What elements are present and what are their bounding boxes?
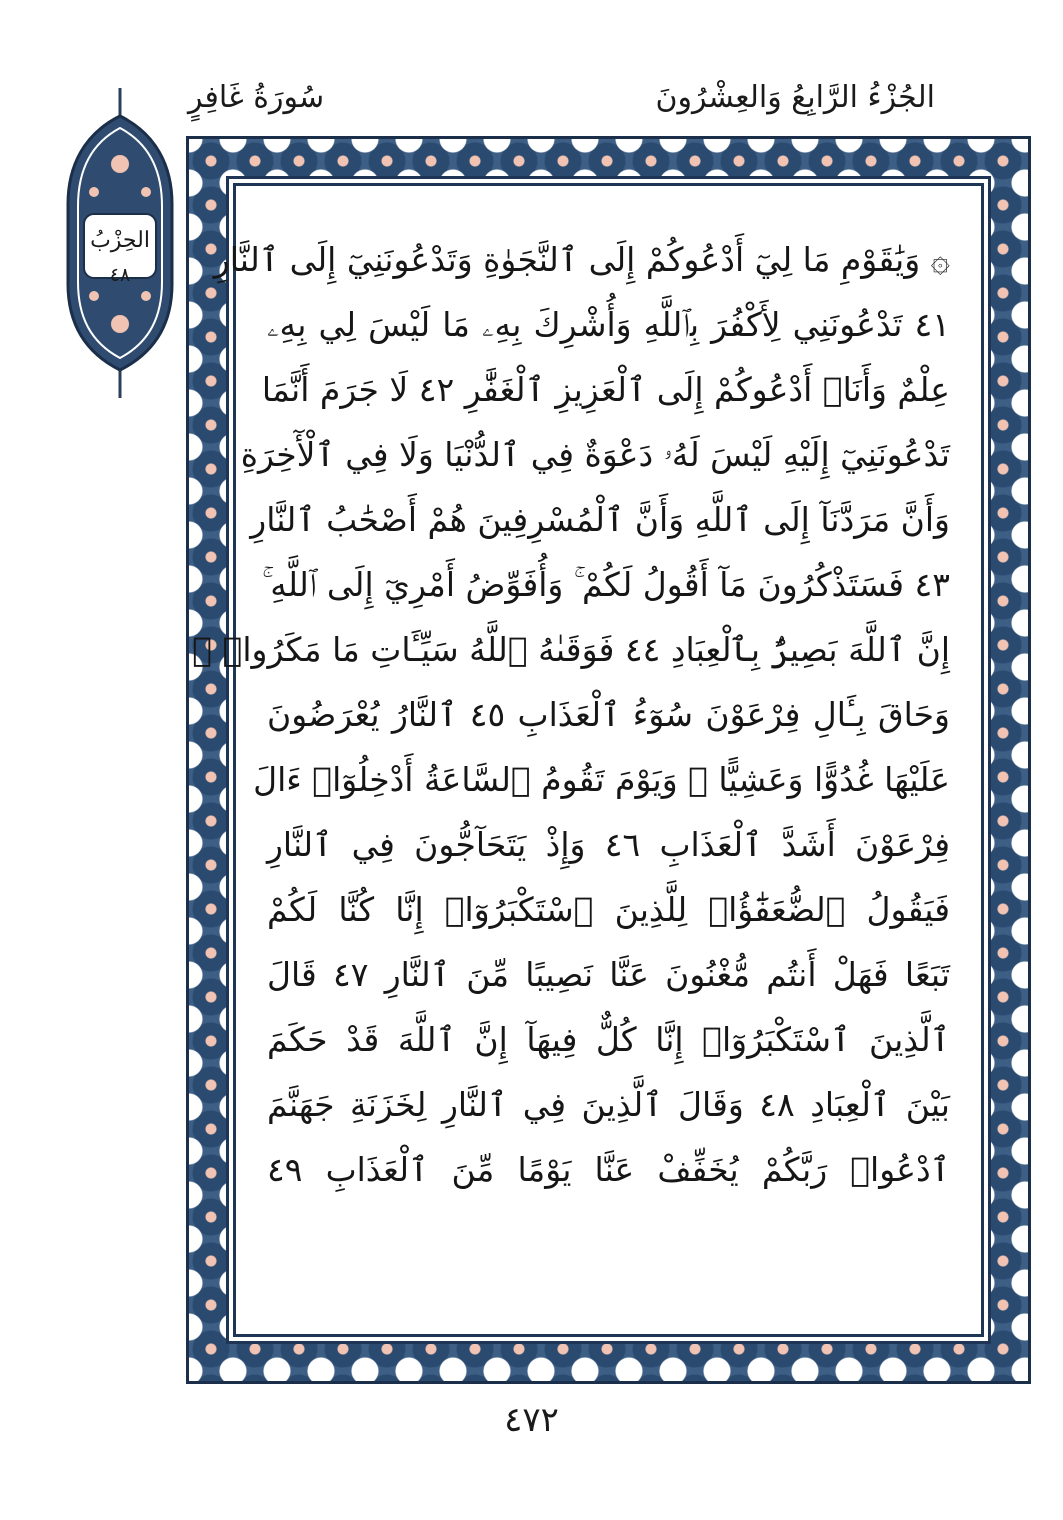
text-line: إِنَّ ٱللَّهَ بَصِيرٌۢ بِٱلْعِبَادِ ٤٤ فَوَقَىٰهُ ٱللَّهُ سَيِّـَٔاتِ مَا مَكَرُوا۟ ۖ (192, 630, 950, 669)
juz-title: الجُزْءُ الرَّابِعُ وَالعِشْرُونَ (655, 80, 935, 115)
text-line: ٤٣ فَسَتَذْكُرُونَ مَآ أَقُولُ لَكُمْ ۚ وَأُفَوِّضُ أَمْرِيٓ إِلَى ٱللَّهِ ۚ (261, 565, 950, 604)
text-line: فَيَقُولُ ٱلضُّعَفَٰٓؤُا۟ لِلَّذِينَ ٱسْتَكْبَرُوٓا۟ إِنَّا كُنَّا لَكُمْ (267, 890, 950, 929)
text-line: عِلْمٌ وَأَنَا۠ أَدْعُوكُمْ إِلَى ٱلْعَزِيزِ ٱلْغَفَّٰرِ ٤٢ لَا جَرَمَ أَنَّمَا (261, 370, 950, 409)
hizb-label: الحِزْبُ (90, 228, 150, 253)
text-line: ٤١ تَدْعُونَنِي لِأَكْفُرَ بِٱللَّهِ وَأُشْرِكَ بِهِۦ مَا لَيْسَ لِي بِهِۦ (267, 305, 950, 344)
text-line: بَيْنَ ٱلْعِبَادِ ٤٨ وَقَالَ ٱلَّذِينَ فِي ٱلنَّارِ لِخَزَنَةِ جَهَنَّمَ (267, 1085, 950, 1124)
text-line: تَبَعًا فَهَلْ أَنتُم مُّغْنُونَ عَنَّا نَصِيبًا مِّنَ ٱلنَّارِ ٤٧ قَالَ (267, 955, 951, 994)
page-number: ٤٧٢ (504, 1400, 559, 1440)
text-line: ۞ وَيَٰقَوْمِ مَا لِيٓ أَدْعُوكُمْ إِلَى ٱلنَّجَوٰةِ وَتَدْعُونَنِيٓ إِلَى ٱلنَّارِ (213, 240, 950, 279)
surah-title: سُورَةُ غَافِرٍ (188, 80, 325, 115)
text-line: فِرْعَوْنَ أَشَدَّ ٱلْعَذَابِ ٤٦ وَإِذْ يَتَحَآجُّونَ فِي ٱلنَّارِ (267, 825, 950, 864)
hizb-number: ٤٨ (109, 264, 131, 286)
text-line: وَحَاقَ بِـَٔالِ فِرْعَوْنَ سُوٓءُ ٱلْعَذَابِ ٤٥ ٱلنَّارُ يُعْرَضُونَ (267, 695, 950, 734)
text-line: عَلَيْهَا غُدُوًّا وَعَشِيًّا ۖ وَيَوْمَ تَقُومُ ٱلسَّاعَةُ أَدْخِلُوٓا۟ ءَالَ (253, 760, 950, 799)
text-line: ٱدْعُوا۟ رَبَّكُمْ يُخَفِّفْ عَنَّا يَوْمًا مِّنَ ٱلْعَذَابِ ٤٩ (267, 1150, 950, 1189)
text-line: ٱلَّذِينَ ٱسْتَكْبَرُوٓا۟ إِنَّا كُلٌّ فِيهَآ إِنَّ ٱللَّهَ قَدْ حَكَمَ (267, 1020, 950, 1059)
text-line: تَدْعُونَنِيٓ إِلَيْهِ لَيْسَ لَهُۥ دَعْوَةٌ فِي ٱلدُّنْيَا وَلَا فِي ٱلْأٓخِرَةِ (240, 435, 950, 474)
hizb-marker (60, 88, 180, 398)
ornamental-frame (186, 136, 1031, 1384)
verse-text-block (192, 227, 951, 1321)
text-line: وَأَنَّ مَرَدَّنَآ إِلَى ٱللَّهِ وَأَنَّ ٱلْمُسْرِفِينَ هُمْ أَصْحَٰبُ ٱلنَّارِ (250, 500, 950, 539)
